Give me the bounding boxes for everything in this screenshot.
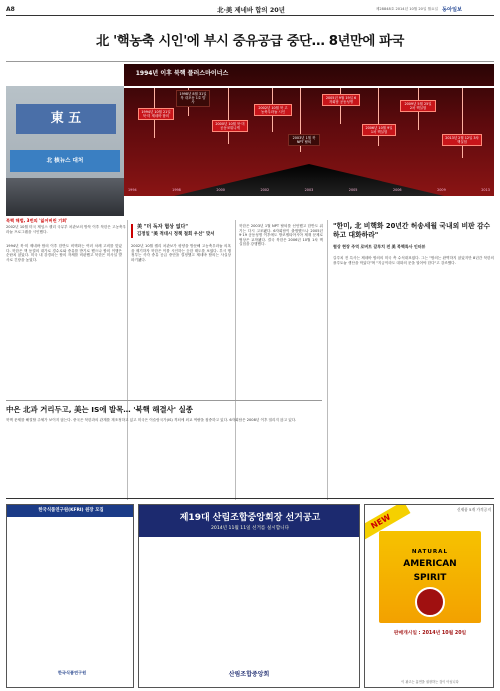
timeline-event: 1994년 10월 21일 북·미 제네바 합의 — [138, 108, 174, 120]
year-label: 2005 — [348, 188, 358, 192]
timeline-event: 2013년 2월 12일 3차 핵실험 — [442, 134, 482, 146]
subhead: 美 "더 독자 협상 없다" — [137, 224, 188, 230]
photo-caption: 2002년 10월 미국 제임스 켈리 국무부 차관보의 방북 이후 북한은 고농축우라늄 프로그램을 시인했다. — [6, 225, 126, 234]
advertisement-cigarette[interactable] — [364, 504, 494, 688]
advertisement-forestry[interactable] — [138, 504, 360, 688]
timeline-pole — [228, 88, 229, 144]
year-label: 2013 — [481, 188, 490, 192]
ad-title: 한국식품연구원(KFRI) 원장 모집 — [7, 505, 134, 517]
interview-subhead: 협상 현장 주역 로버트 갈루치 전 美 북핵특사 인터뷰 — [333, 244, 426, 249]
interview-column — [333, 222, 494, 265]
ad-title: 제19대 산림조합중앙회장 선거공고 — [179, 513, 321, 523]
section-title: 北·美 제네바 합의 20년 — [217, 6, 285, 14]
timeline-event: 2003년 1월 북 NPT 탈퇴 — [288, 134, 320, 146]
timeline-event: 2000년 10월 북·미 공동코뮈니케 — [212, 120, 248, 132]
column-divider — [235, 220, 236, 500]
brand-line: NATURAL — [411, 549, 449, 555]
page-header — [6, 4, 494, 16]
year-label: 1994 — [128, 188, 137, 192]
news-photo — [6, 86, 124, 216]
ad-subtitle: 2014년 11월 11일 선거를 실시합니다 — [210, 526, 290, 531]
timeline-event: 2005년 9월 19일 6자회담 공동성명 — [322, 94, 360, 106]
main-headline: 北 '핵농축 시인'에 부시 중유공급 중단… 8년만에 파국 — [95, 34, 405, 49]
subhead-box — [131, 224, 231, 238]
ad-logo: 한국식품연구원 — [57, 670, 87, 675]
year-label: 2009 — [437, 188, 446, 192]
year-label: 1998 — [172, 188, 181, 192]
page-number: A8 — [6, 6, 15, 13]
article-body: 2002년 10월 켈리 차관보가 평양을 방문해 고농축우라늄 의혹을 제기하자 북한은 이를 시인하는 듯한 태도를 보였다. 부시 행정부는 즉각 중유 공급 중단을 결정했고 제네바 합의는 사실상 파기됐다. — [131, 244, 231, 262]
year-label: 2002 — [260, 188, 270, 192]
interview-quote: "한미, 北 비핵화 20년간 허송세월 국내외 비판 감수하고 대화하라" — [333, 222, 491, 239]
photo-sign: 東 五 — [16, 104, 116, 134]
timeline-axis — [124, 86, 494, 88]
timeline-event: 1998년 8월 31일 북 대포동 1호 발사 — [176, 90, 210, 107]
column-divider — [327, 220, 328, 500]
secondary-headline: 中은 北과 거리두고, 美는 IS에 발목… '북핵 해결사' 실종 — [6, 405, 193, 414]
new-badge: NEW — [364, 504, 410, 543]
article-column-3: 북한은 2003년 1월 NPT 탈퇴를 선언했고 한반도 위기는 다시 고조됐다. 6자회담이 출범했으나 2005년 9·19 공동성명 이후에도 방코델타아시아 제재 문제로 협상은 교착됐다. 결국 북한은 2006년 10월 1차 핵실험을 강행했다. — [239, 224, 323, 247]
divider — [6, 61, 494, 62]
ad-logo: 산림조합중앙회 — [228, 671, 270, 678]
photo-crowd — [6, 178, 124, 216]
timeline-event: 2002년 10월 북 고농축우라늄 시인 — [254, 104, 292, 116]
product-pack — [379, 531, 481, 623]
secondary-article-body: 북핵 문제를 해결할 주체가 보이지 않는다. 중국은 북한과의 관계를 재조정하고 있고 미국은 이슬람국가(IS) 격퇴에 외교 역량을 집중하고 있다. 6자회담은 2008년 이후 열리지 않고 있다. — [6, 418, 297, 422]
brand-line: AMERICAN — [403, 559, 457, 569]
year-label: 2003 — [304, 188, 314, 192]
year-label: 2006 — [392, 188, 402, 192]
brand-emblem-icon — [415, 587, 445, 617]
graphic-title: 1994년 이후 북핵 플러스마이너스 — [135, 70, 229, 77]
photo-banner: 北 核뉴스 대처 — [10, 150, 120, 172]
subhead-secondary: 김정일 "美 적대시 정책 철회 우선" 맞서 — [137, 232, 215, 237]
advertisement-kfri[interactable] — [6, 504, 134, 688]
release-date: 판매개시일 : 2014년 10월 20일 — [393, 631, 467, 636]
ad-disclaimer: 이 광고는 흡연을 권장하는 것이 아닙니다 — [401, 680, 459, 684]
timeline-years — [128, 188, 490, 192]
ad-header — [139, 505, 360, 537]
timeline-event: 2009년 5월 25일 2차 핵실험 — [400, 100, 436, 112]
timeline-pole — [462, 88, 463, 158]
brand-line: SPIRIT — [413, 573, 447, 583]
column-divider — [127, 220, 128, 500]
photo-caption-title: 북핵 해법, 3번의 '잃어버린 기회' — [6, 218, 68, 223]
ad-header: 신제품 5개 가격공지 — [456, 507, 491, 512]
timeline-graphic — [124, 64, 494, 196]
timeline-pole — [378, 88, 379, 146]
divider — [6, 498, 494, 499]
timeline-event: 2006년 10월 9일 1차 핵실험 — [362, 124, 396, 136]
divider — [6, 400, 322, 401]
article-body: 갈루치 전 특사는 제네바 합의의 미국 측 수석대표였다. 그는 "합의는 완벽하지 않았지만 8년간 북한의 플루토늄 생산을 막았다"며 "지금이라도 대화의 문을 열어야 한다"고 강조했다. — [333, 256, 494, 265]
newspaper-logo: 동아일보 — [442, 7, 463, 13]
article-column-2 — [131, 224, 231, 262]
year-label: 2000 — [216, 188, 225, 192]
article-column-1: 1994년 북·미 제네바 합의 이후 한반도 비핵화는 여러 차례 고비를 맞았다. 북한은 핵 동결의 대가로 경수로와 중유를 받기로 했으나 합의 이행은 순탄치 않았다. 미국 내 강경파는 합의 자체를 비판했고 북한은 미사일 발사로 긴장을 높였다. — [6, 244, 122, 262]
issue-date: 제28848호 2014년 10월 20일 월요일 — [375, 7, 438, 11]
